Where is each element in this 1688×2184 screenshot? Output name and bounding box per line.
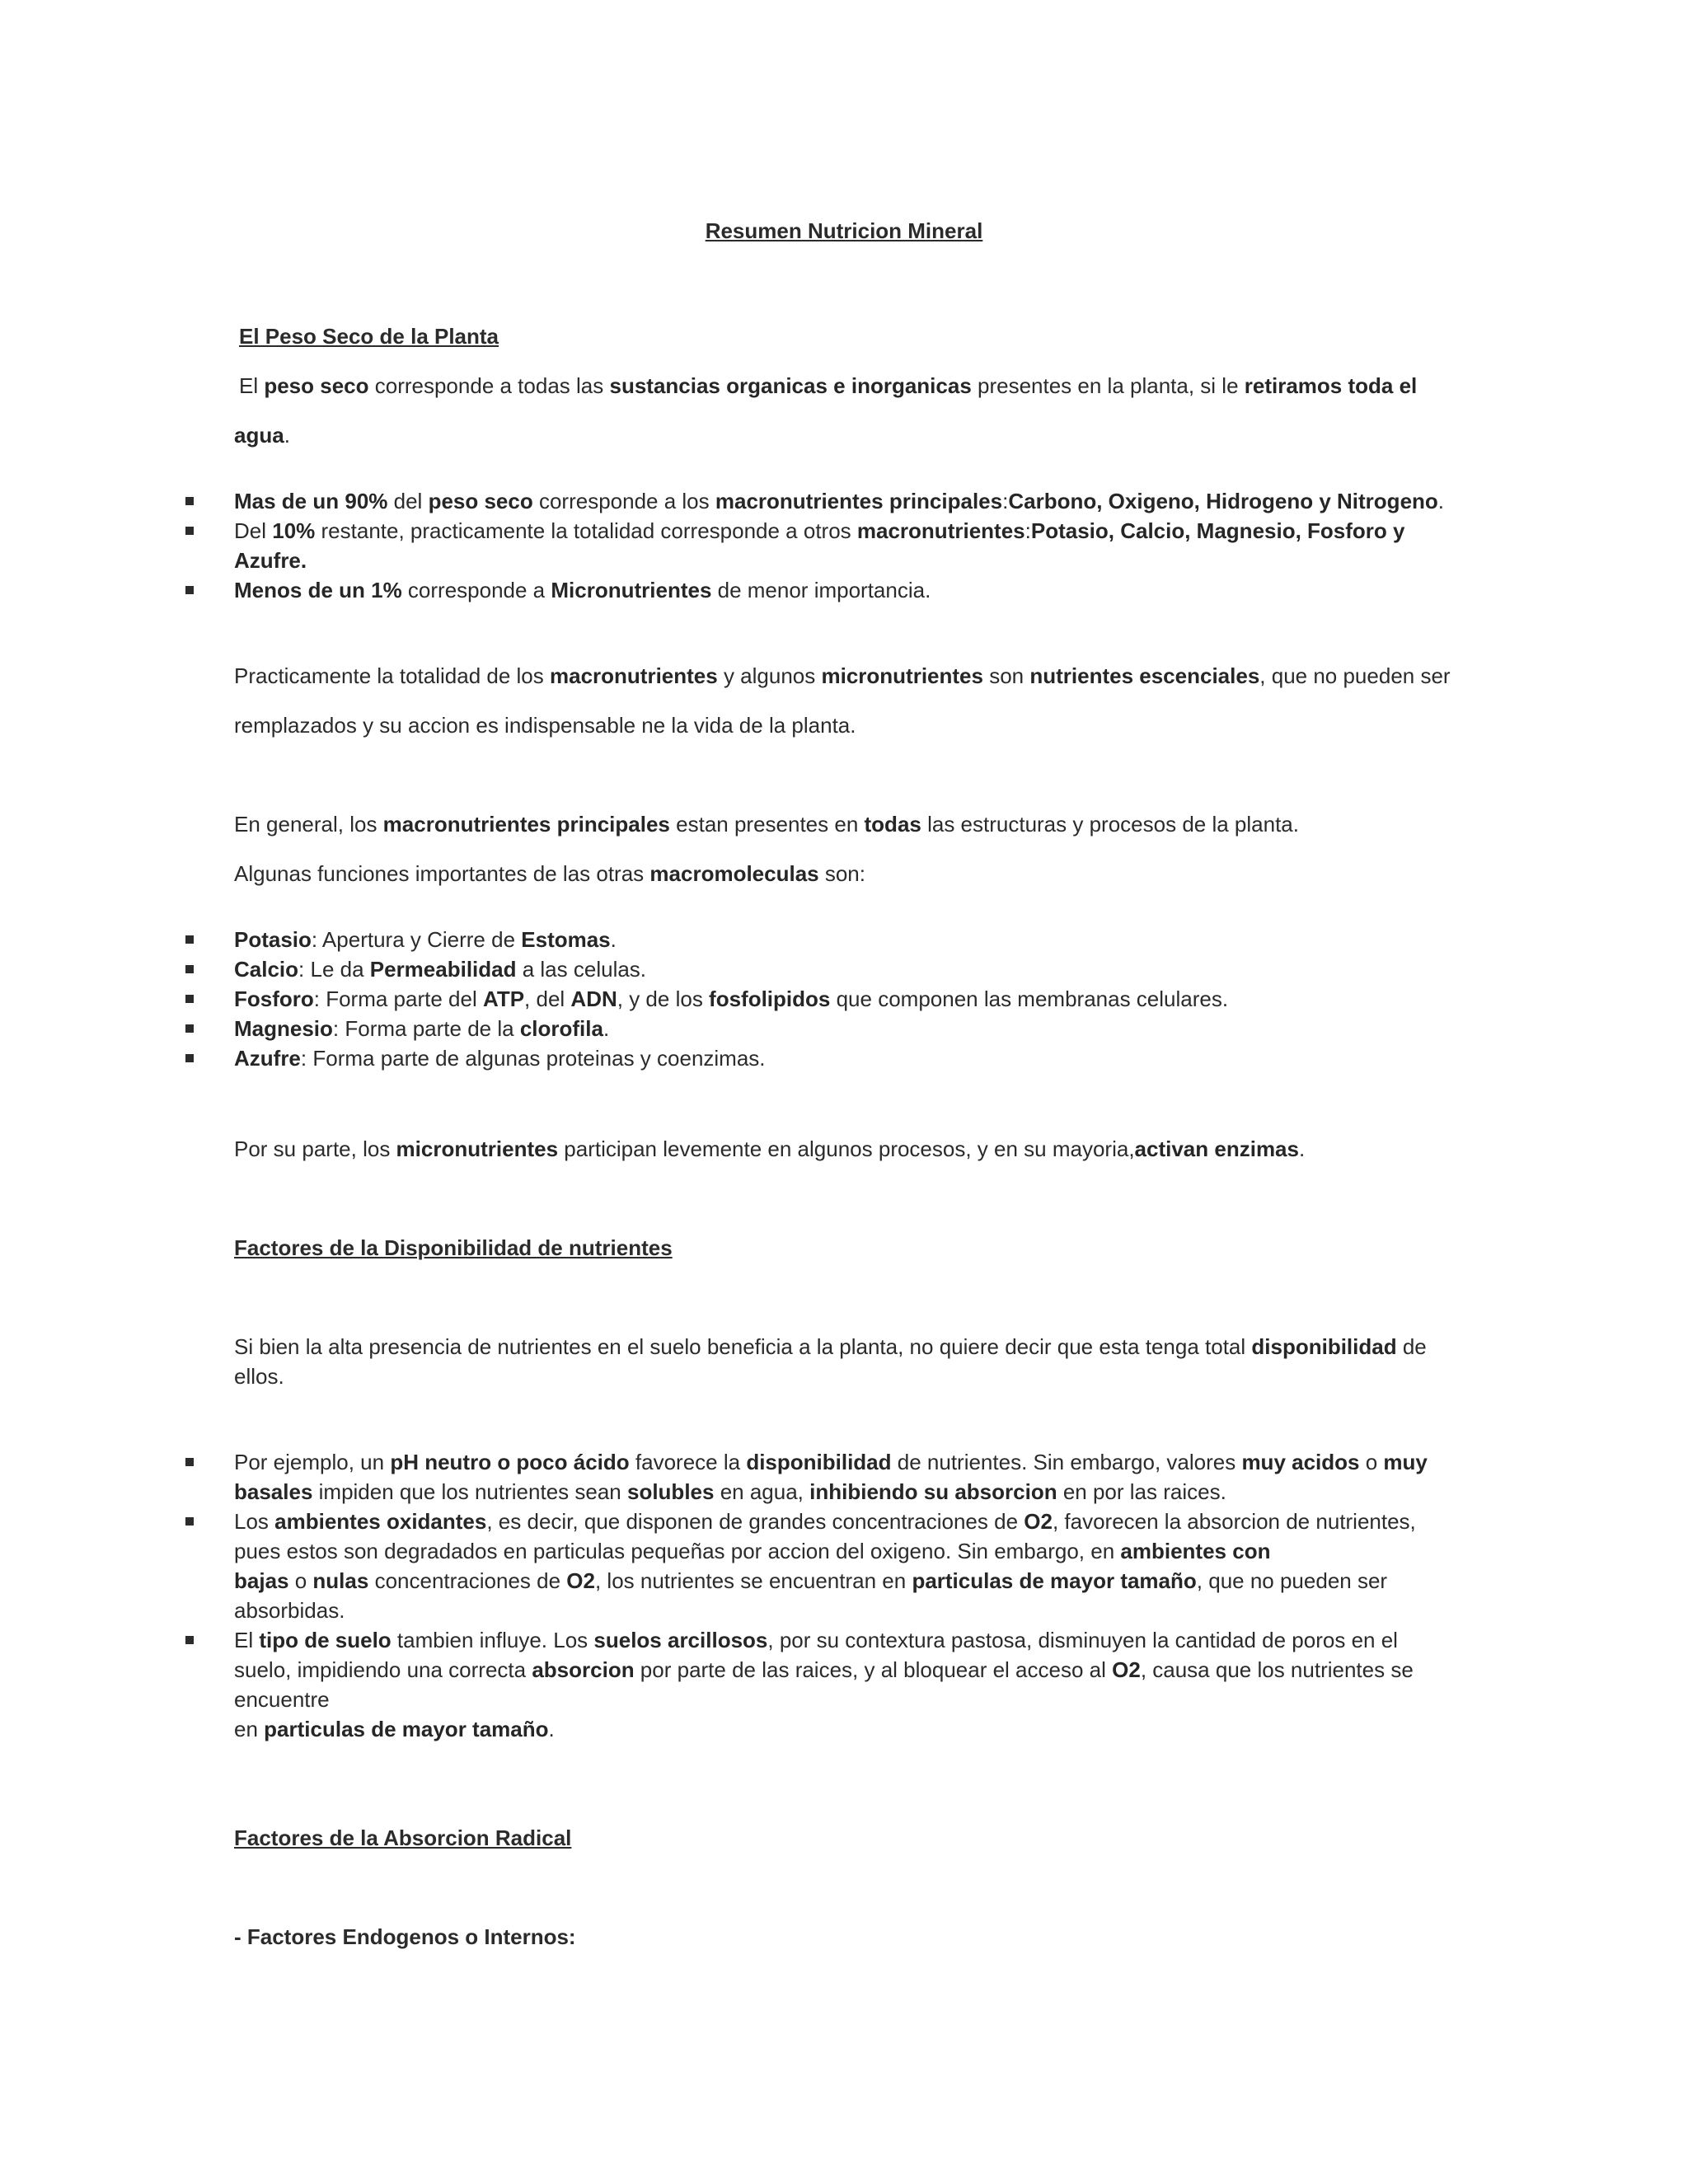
list-item: Azufre: Forma parte de algunas proteinas y coenzimas. bbox=[234, 1043, 1454, 1073]
availability-paragraph: Si bien la alta presencia de nutrientes en el suelo beneficia a la planta, no quiere decir que esta tenga total disponibilidad de ellos. bbox=[234, 1334, 1427, 1389]
list-item: Los ambientes oxidantes, es decir, que disponen de grandes concentraciones de O2, favorecen la absorcion de nutrientes, pues estos son degradados en particulas pequeñas por accion del oxigeno. Sin embargo, en ambientes con bajas o nulas concentraciones de O2, los nutrientes se encuentran en particulas de mayor tamaño, que no pueden ser absorbidas. bbox=[234, 1507, 1454, 1625]
bullet-square-icon bbox=[185, 995, 194, 1003]
list-item: Mas de un 90% del peso seco corresponde a los macronutrientes principales:Carbono, Oxigeno, Hidrogeno y Nitrogeno. bbox=[234, 486, 1454, 516]
intro-paragraph-line1: El peso seco corresponde a todas las sustancias organicas e inorganicas presentes en la planta, si le retiramos toda el bbox=[239, 373, 1418, 398]
list-item: El tipo de suelo tambien influye. Los suelos arcillosos, por su contextura pastosa, disminuyen la cantidad de poros en el suelo, impidiendo una correcta absorcion por parte de las raices, y al bloquear el acceso al O2, causa que los nutrientes se encuentre en particulas de mayor tamaño. bbox=[234, 1625, 1454, 1744]
subheading-factores-endogenos: - Factores Endogenos o Internos: bbox=[234, 1924, 576, 1949]
bullet-square-icon bbox=[185, 497, 194, 505]
dry-weight-bullet-list bbox=[234, 486, 1454, 605]
general-paragraph: En general, los macronutrientes principales estan presentes en todas las estructuras y procesos de la planta. bbox=[234, 812, 1299, 837]
list-item: Fosforo: Forma parte del ATP, del ADN, y de los fosfolipidos que componen las membranas celulares. bbox=[234, 984, 1454, 1014]
micronutrients-paragraph: Por su parte, los micronutrientes participan levemente en algunos procesos, y en su mayoria,activan enzimas. bbox=[234, 1137, 1306, 1161]
list-item: Del 10% restante, practicamente la totalidad corresponde a otros macronutrientes:Potasio, Calcio, Magnesio, Fosforo y Azufre. bbox=[234, 516, 1454, 575]
list-item: Menos de un 1% corresponde a Micronutrientes de menor importancia. bbox=[234, 575, 1454, 605]
list-item: Calcio: Le da Permeabilidad a las celulas. bbox=[234, 954, 1454, 984]
bullet-square-icon bbox=[185, 935, 194, 944]
section-heading-absorcion-radical: Factores de la Absorcion Radical bbox=[234, 1825, 572, 1850]
section-heading-disponibilidad: Factores de la Disponibilidad de nutrientes bbox=[234, 1235, 673, 1260]
functions-intro: Algunas funciones importantes de las otras macromoleculas son: bbox=[234, 861, 865, 886]
bullet-square-icon bbox=[185, 1517, 194, 1526]
availability-bullet-list bbox=[234, 1447, 1454, 1744]
list-item: Magnesio: Forma parte de la clorofila. bbox=[234, 1014, 1454, 1043]
bullet-square-icon bbox=[185, 1024, 194, 1033]
nutrient-functions-list bbox=[234, 925, 1454, 1073]
list-item: Potasio: Apertura y Cierre de Estomas. bbox=[234, 925, 1454, 954]
list-item: Por ejemplo, un pH neutro o poco ácido favorece la disponibilidad de nutrientes. Sin embargo, valores muy acidos o muy basales impiden que los nutrientes sean solubles en agua, inhibiendo su absorcion en por las raices. bbox=[234, 1447, 1454, 1507]
bullet-square-icon bbox=[185, 1458, 194, 1466]
intro-paragraph-line2: agua. bbox=[234, 423, 290, 448]
bullet-square-icon bbox=[185, 1054, 194, 1062]
essential-nutrients-line2: remplazados y su accion es indispensable ne la vida de la planta. bbox=[234, 713, 856, 738]
bullet-square-icon bbox=[185, 965, 194, 973]
essential-nutrients-line1: Practicamente la totalidad de los macronutrientes y algunos micronutrientes son nutrientes escenciales, que no pueden ser bbox=[234, 663, 1451, 688]
bullet-square-icon bbox=[185, 527, 194, 535]
bullet-square-icon bbox=[185, 1636, 194, 1644]
document-title: Resumen Nutricion Mineral bbox=[705, 218, 983, 243]
section-heading-peso-seco: El Peso Seco de la Planta bbox=[239, 324, 499, 349]
bullet-square-icon bbox=[185, 586, 194, 594]
